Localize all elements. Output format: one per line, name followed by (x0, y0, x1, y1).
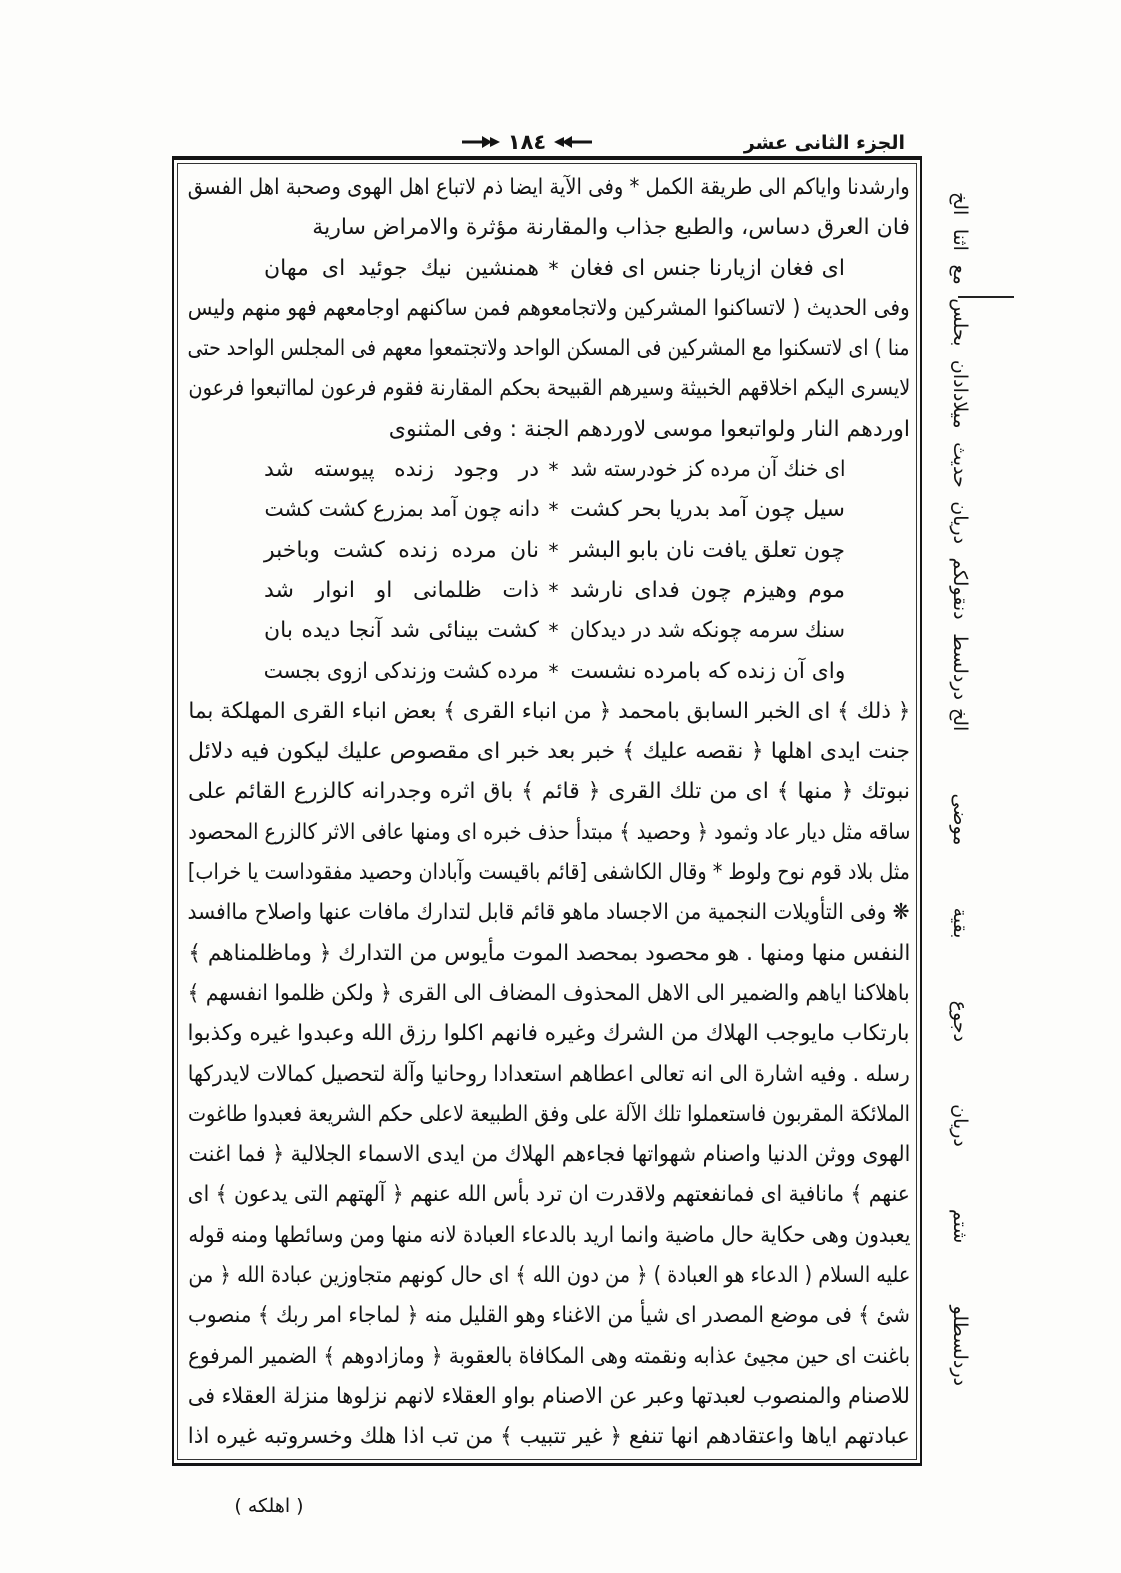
line-text: وفى الحديث ( لاتساكنوا المشركين ولاتجامعوهم فمن ساكنهم اوجامعهم فهو منهم وليس (188, 295, 910, 321)
verse-separator (539, 490, 568, 530)
hemistich-text: اى خنك آن مرده كز خودرسته شد (570, 457, 845, 483)
verse-first-hemistich (568, 490, 845, 530)
text-line (186, 1095, 910, 1135)
separator-star: * (548, 538, 559, 563)
hemistich-text: مرده كشت وزندكى ازوى بجست (263, 658, 539, 684)
text-line (186, 934, 910, 974)
verse-separator (539, 571, 568, 611)
line-text: باهلاكنا اياهم والضمير الى الاهل المحذوف المضاف الى القرى ﴿ ولكن ظلموا انفسهم ﴾ (187, 980, 910, 1006)
verse-first-hemistich (568, 450, 845, 490)
text-line (186, 1055, 910, 1095)
verse (262, 531, 845, 571)
text-line (186, 329, 910, 369)
text-line (186, 168, 910, 208)
line-text: لايسرى اليكم اخلاقهم الخبيثة وسيرهم القبيحة بحكم المقارنة فقوم فرعون لمااتبعوا فرعون (188, 376, 910, 402)
margin-note-text: دردلسط دنقولكم دريان حديث ميلادادان بحلس مع اثنا الخ (949, 192, 971, 700)
margin-note (944, 706, 976, 1386)
separator-star: * (548, 458, 559, 483)
text-line (186, 1256, 910, 1296)
verse-separator (539, 531, 568, 571)
line-text: اوردهم النار ولواتبعوا موسى لاوردهم الجنة : وفى المثنوى (388, 416, 910, 442)
separator-star: * (548, 256, 559, 281)
verse-first-hemistich (568, 531, 845, 571)
verse (262, 571, 845, 611)
verse-line (186, 571, 910, 611)
text-line (186, 692, 910, 732)
margin-note (944, 190, 976, 700)
separator-star: * (548, 498, 559, 523)
hemistich-text: واى آن زنده كه بامرده نشست (569, 658, 845, 684)
verse-separator (539, 450, 568, 490)
catchword-text: ( اهلكه ) (234, 1495, 304, 1517)
line-text: شئ ﴾ فى موضع المصدر اى شيأ من الاغناء وهو القليل منه ﴿ لماجاء امر ربك ﴾ منصوب (187, 1303, 910, 1329)
page-number: ١٨٤ (507, 130, 547, 154)
line-text: عبادتهم اياها واعتقادهم انها تنفع ﴿ غير تتبيب ﴾ من تب اذا هلك وخسروتبه غيره اذا (187, 1424, 910, 1450)
verse-first-hemistich (568, 611, 845, 651)
text-line (186, 1337, 910, 1377)
line-text: مثل بلاد قوم نوح ولوط * وقال الكاشفى [قائم باقيست وآبادان وحصيد مفقوداست يا خراب] (188, 860, 910, 886)
hemistich-text: كشت بينائى شد آنجا ديده بان (264, 618, 539, 644)
line-text: بارتكاب مايوجب الهلاك من الشرك وغيره فانهم اكلوا رزق الله وعبدوا غيره وكذبوا (187, 1021, 910, 1047)
ornament-right-icon (552, 135, 592, 149)
line-text: عليه السلام ( الدعاء هو العبادة ) ﴿ من دون الله ﴾ اى حال كونهم متجاوزين عبادة الله ﴿ من (187, 1263, 910, 1289)
text-line (186, 289, 910, 329)
line-text: للاصنام والمنصوب لعبدتها وعبر عن الاصنام بواو العقلاء لانهم نزلوها منزلة العقلاء فى (188, 1383, 910, 1409)
verse-second-hemistich (262, 450, 539, 490)
text-line (186, 369, 910, 409)
verse-separator (539, 652, 568, 692)
verse-first-hemistich (568, 571, 845, 611)
text-line (186, 1377, 910, 1417)
line-text: الهوى ووثن الدنيا واصنام شهواتها فجاءهم الهلاك من ايدى الاسماء الجلالية ﴿ فما اغنت (188, 1142, 910, 1168)
text-line (186, 1135, 910, 1175)
verse (262, 611, 845, 651)
line-text: النفس منها ومنها . هو محصود بمحصد الموت مأيوس من التدارك ﴿ وماظلمناهم ﴾ (188, 940, 910, 966)
text-line (186, 974, 910, 1014)
verse-line (186, 652, 910, 692)
verse (262, 249, 845, 289)
main-text (186, 168, 910, 1458)
text-line (186, 772, 910, 812)
separator-star: * (548, 659, 559, 684)
text-line (186, 1014, 910, 1054)
hemistich-text: نان مرده زنده كشت وباخبر (264, 537, 539, 563)
verse-first-hemistich (568, 652, 845, 692)
text-line (186, 853, 910, 893)
line-text: رسله . وفيه اشارة الى انه تعالى اعطاهم استعدادا روحانيا وآلة لتحصيل كمالات لايدركها (188, 1061, 910, 1087)
hemistich-text: همنشين نيك جوئيد اى مهان (264, 255, 539, 281)
verse-second-hemistich (262, 611, 539, 651)
separator-star: * (548, 619, 559, 644)
separator-star: * (548, 578, 559, 603)
line-text: عنهم ﴾ مانافية اى فمانفعتهم ولاقدرت ان ترد بأس الله عنهم ﴿ آلهتهم التى يدعون ﴾ اى (188, 1182, 910, 1208)
text-line (186, 1296, 910, 1336)
text-line (186, 893, 910, 933)
verse-line (186, 450, 910, 490)
catchword (214, 1490, 324, 1522)
hemistich-text: ذات ظلمانى او انوار شد (264, 577, 539, 603)
margin-note-text: دردلسطلو شتم دريان دجوع بقية موضى الخ (949, 707, 971, 1386)
hemistich-text: در وجود زنده پيوسته شد (264, 457, 539, 483)
line-text: يعبدون وهى حكاية حال ماضية وانما اريد بالدعاء العبادة لانه منها ومن وسائطها ومنه قوله (187, 1222, 910, 1248)
hemistich-text: موم وهيزم چون فداى نارشد (570, 577, 845, 603)
text-line (186, 410, 910, 450)
part-title: الجزء الثانى عشر (743, 132, 905, 154)
line-text: ❋ وفى التأويلات النجمية من الاجساد ماهو قائم قابل لتدارك مافات عنها واصلاح ماافسد (187, 900, 910, 926)
text-line (186, 1417, 910, 1457)
ornament-left-icon (462, 135, 502, 149)
verse-second-hemistich (262, 490, 539, 530)
verse-separator (539, 611, 568, 651)
verse-line (186, 611, 910, 651)
line-text: الملائكة المقربون فاستعملوا تلك الآلة على وفق الطبيعة لاعلى حكم الشريعة فعبدوا طاغوت (187, 1101, 910, 1127)
line-text: جنت ايدى اهلها ﴿ نقصه عليك ﴾ خبر بعد خبر اى مقصوص عليك ليكون فيه دلائل (188, 739, 910, 765)
verse (262, 652, 845, 692)
hemistich-text: دانه چون آمد بمزرع كشت كشت (263, 497, 539, 523)
verse-separator (539, 249, 568, 289)
line-text: ﴿ ذلك ﴾ اى الخبر السابق بامحمد ﴿ من انباء القرى ﴾ بعض انباء القرى المهلكة بما (187, 698, 910, 724)
hemistich-text: سيل چون آمد بدريا بحر كشت (570, 497, 845, 523)
verse-first-hemistich (568, 249, 845, 289)
text-line (186, 1175, 910, 1215)
verse-line (186, 531, 910, 571)
verse-line (186, 249, 910, 289)
verse (262, 450, 845, 490)
text-line (186, 1216, 910, 1256)
text-line (186, 208, 910, 248)
verse-second-hemistich (262, 571, 539, 611)
verse-second-hemistich (262, 531, 539, 571)
line-text: وارشدنا واياكم الى طريقة الكمل * وفى الآية ايضا ذم لاتباع اهل الهوى وصحبة اهل الفسق (187, 175, 910, 200)
line-text: باغنت اى حين مجيئ عذابه ونقمته وهى المكافاة بالعقوبة ﴿ ومازادوهم ﴾ الضمير المرفوع (187, 1343, 910, 1369)
line-text: فان العرق دساس، والطبع جذاب والمقارنة مؤثرة والامراض سارية (312, 215, 910, 241)
verse-second-hemistich (262, 652, 539, 692)
verse-second-hemistich (262, 249, 539, 289)
line-text: ساقه مثل ديار عاد وثمود ﴿ وحصيد ﴾ مبتدأ حذف خبره اى ومنها عافى الاثر كالزرع المحصود (188, 819, 910, 845)
line-text: منا ) اى لاتسكنوا مع المشركين فى المسكن الواحد ولاتجتمعوا معهم فى المجلس الواحد حتى (187, 336, 910, 362)
text-line (186, 813, 910, 853)
hemistich-text: چون تعلق يافت نان بابو البشر (570, 537, 845, 563)
page-number-block (452, 126, 602, 158)
verse (262, 490, 845, 530)
hemistich-text: اى فغان ازيارنا جنس اى فغان (570, 255, 845, 281)
text-line (186, 732, 910, 772)
running-head (743, 127, 905, 159)
verse-line (186, 490, 910, 530)
hemistich-text: سنك سرمه چونكه شد در ديدكان (570, 618, 845, 644)
line-text: نبوتك ﴿ منها ﴾ اى من تلك القرى ﴿ قائم ﴾ باق اثره وجدرانه كالزرع القائم على (188, 779, 910, 805)
